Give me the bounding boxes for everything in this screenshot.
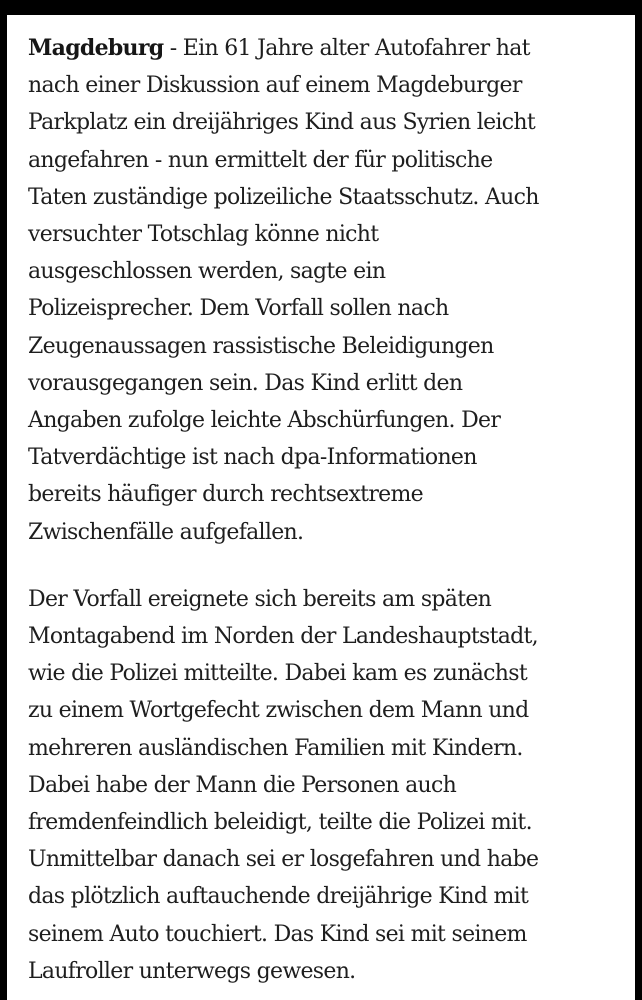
article-line: Zwischenfälle aufgefallen. [28, 519, 304, 545]
article-line: wie die Polizei mitteilte. Dabei kam es zunächst [28, 661, 527, 687]
article-line: - Ein 61 Jahre alter Autofahrer hat [163, 36, 530, 61]
article-line: zu einem Wortgefecht zwischen dem Mann und [28, 698, 529, 724]
article-paragraph-1 [28, 30, 623, 551]
article-line: Laufroller unterwegs gewesen. [28, 958, 356, 984]
article-line: ausgeschlossen werden, sagte ein [28, 259, 386, 285]
article-line: Montagabend im Norden der Landeshauptstadt, [28, 624, 538, 650]
article-line: Tatverdächtige ist nach dpa-Informationen [28, 445, 477, 471]
article-line: fremdenfeindlich beleidigt, teilte die Polizei mit. [28, 810, 532, 836]
article-line: Dabei habe der Mann die Personen auch [28, 772, 457, 798]
article-line: Parkplatz ein dreijähriges Kind aus Syrien leicht [28, 110, 535, 136]
article-line: das plötzlich auftauchende dreijährige Kind mit [28, 884, 529, 910]
article-line: Zeugenaussagen rassistische Beleidigungen [28, 333, 494, 359]
article-line: Unmittelbar danach sei er losgefahren und habe [28, 847, 539, 873]
article-paragraph-2 [28, 581, 623, 990]
article-line: Taten zuständige polizeiliche Staatsschutz. Auch [28, 184, 539, 210]
article-page [7, 15, 635, 1000]
article-line: Polizeisprecher. Dem Vorfall sollen nach [28, 296, 449, 322]
article-line: Der Vorfall ereignete sich bereits am späten [28, 586, 492, 612]
article-line: bereits häufiger durch rechtsextreme [28, 482, 423, 508]
article-line: mehreren ausländischen Familien mit Kindern. [28, 735, 523, 761]
article-line: nach einer Diskussion auf einem Magdeburger [28, 73, 522, 99]
article-line: angefahren - nun ermittelt der für politische [28, 147, 493, 173]
article-dateline: Magdeburg [28, 35, 164, 61]
article-line: versuchter Totschlag könne nicht [28, 222, 379, 248]
article-line: Angaben zufolge leichte Abschürfungen. Der [28, 408, 501, 434]
article-line: seinem Auto touchiert. Das Kind sei mit seinem [28, 921, 527, 947]
article-line: vorausgegangen sein. Das Kind erlitt den [28, 370, 463, 396]
article-body [28, 30, 623, 990]
